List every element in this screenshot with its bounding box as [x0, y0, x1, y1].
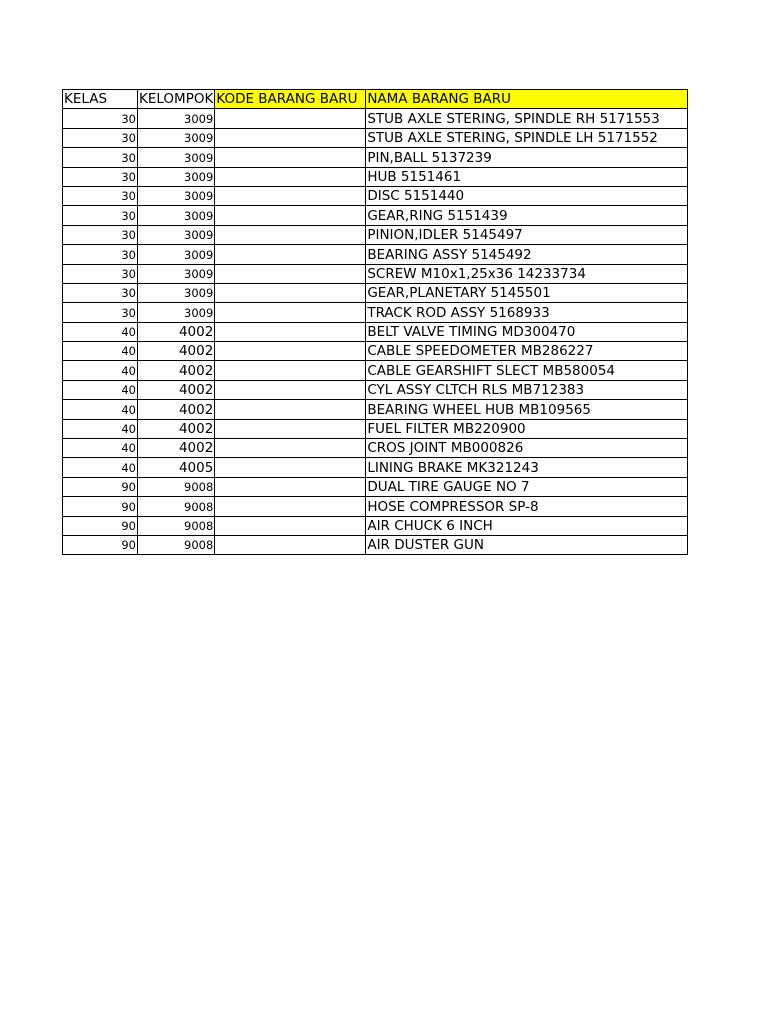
table-row [63, 186, 688, 205]
cell-nama-barang-baru[interactable]: BEARING ASSY 5145492 [366, 245, 688, 264]
cell-kode-barang-baru[interactable] [215, 264, 366, 283]
table-row [63, 128, 688, 147]
cell-kelompok[interactable]: 3009 [138, 303, 215, 322]
cell-kelompok[interactable]: 9008 [138, 535, 215, 554]
cell-kode-barang-baru[interactable] [215, 148, 366, 167]
cell-kelompok[interactable]: 3009 [138, 148, 215, 167]
cell-kelompok[interactable]: 3009 [138, 264, 215, 283]
cell-nama-barang-baru[interactable]: STUB AXLE STERING, SPINDLE RH 5171553 [366, 109, 688, 128]
cell-kelas[interactable]: 90 [63, 477, 138, 496]
cell-nama-barang-baru[interactable]: AIR DUSTER GUN [366, 535, 688, 554]
cell-kelompok[interactable]: 4005 [138, 458, 215, 477]
table-row [63, 245, 688, 264]
table-row [63, 419, 688, 438]
cell-kelas[interactable]: 40 [63, 439, 138, 458]
cell-kode-barang-baru[interactable] [215, 322, 366, 341]
cell-kelas[interactable]: 30 [63, 303, 138, 322]
cell-kelompok[interactable]: 4002 [138, 439, 215, 458]
cell-nama-barang-baru[interactable]: HOSE COMPRESSOR SP-8 [366, 497, 688, 516]
cell-nama-barang-baru[interactable]: CYL ASSY CLTCH RLS MB712383 [366, 380, 688, 399]
cell-kode-barang-baru[interactable] [215, 245, 366, 264]
cell-kelas[interactable]: 30 [63, 206, 138, 225]
cell-kelompok[interactable]: 4002 [138, 380, 215, 399]
cell-kelompok[interactable]: 3009 [138, 283, 215, 302]
cell-nama-barang-baru[interactable]: HUB 5151461 [366, 167, 688, 186]
header-kelompok[interactable]: KELOMPOK [139, 91, 214, 108]
table-row [63, 148, 688, 167]
cell-nama-barang-baru[interactable]: SCREW M10x1,25x36 14233734 [366, 264, 688, 283]
cell-kelas[interactable]: 40 [63, 458, 138, 477]
table-row [63, 535, 688, 554]
cell-kode-barang-baru[interactable] [215, 516, 366, 535]
cell-nama-barang-baru[interactable]: CABLE SPEEDOMETER MB286227 [366, 342, 688, 361]
table-row [63, 516, 688, 535]
cell-kelas[interactable]: 30 [63, 167, 138, 186]
table-row [63, 283, 688, 302]
cell-nama-barang-baru[interactable]: CROS JOINT MB000826 [366, 439, 688, 458]
table-row [63, 439, 688, 458]
cell-kelas[interactable]: 40 [63, 322, 138, 341]
cell-kelompok[interactable]: 3009 [138, 206, 215, 225]
cell-kelompok[interactable]: 3009 [138, 186, 215, 205]
cell-kelompok[interactable]: 4002 [138, 342, 215, 361]
cell-kelompok[interactable]: 4002 [138, 322, 215, 341]
cell-kelas[interactable]: 30 [63, 283, 138, 302]
table-row [63, 109, 688, 128]
cell-kelas[interactable]: 30 [63, 128, 138, 147]
cell-nama-barang-baru[interactable]: LINING BRAKE MK321243 [366, 458, 688, 477]
cell-kelas[interactable]: 90 [63, 497, 138, 516]
cell-kelas[interactable]: 30 [63, 264, 138, 283]
table-row [63, 225, 688, 244]
cell-kode-barang-baru[interactable] [215, 206, 366, 225]
cell-kelas[interactable]: 30 [63, 245, 138, 264]
cell-kode-barang-baru[interactable] [215, 109, 366, 128]
cell-nama-barang-baru[interactable]: STUB AXLE STERING, SPINDLE LH 5171552 [366, 128, 688, 147]
cell-kelompok[interactable]: 4002 [138, 400, 215, 419]
cell-kelompok[interactable]: 3009 [138, 225, 215, 244]
cell-kode-barang-baru[interactable] [215, 186, 366, 205]
header-row [63, 90, 688, 109]
cell-kelas[interactable]: 40 [63, 419, 138, 438]
cell-kode-barang-baru[interactable] [215, 477, 366, 496]
cell-kelas[interactable]: 30 [63, 109, 138, 128]
spreadsheet-table [62, 89, 688, 555]
cell-kode-barang-baru[interactable] [215, 361, 366, 380]
cell-kode-barang-baru[interactable] [215, 167, 366, 186]
table-row [63, 458, 688, 477]
cell-nama-barang-baru[interactable]: PIN,BALL 5137239 [366, 148, 688, 167]
table-row [63, 342, 688, 361]
cell-nama-barang-baru[interactable]: AIR CHUCK 6 INCH [366, 516, 688, 535]
cell-nama-barang-baru[interactable]: CABLE GEARSHIFT SLECT MB580054 [366, 361, 688, 380]
cell-nama-barang-baru[interactable]: TRACK ROD ASSY 5168933 [366, 303, 688, 322]
cell-kode-barang-baru[interactable] [215, 380, 366, 399]
table-row [63, 361, 688, 380]
table-row [63, 303, 688, 322]
cell-kelas[interactable]: 90 [63, 516, 138, 535]
cell-nama-barang-baru[interactable]: GEAR,RING 5151439 [366, 206, 688, 225]
cell-kelas[interactable]: 30 [63, 225, 138, 244]
cell-kelas[interactable]: 30 [63, 186, 138, 205]
cell-kelompok[interactable]: 9008 [138, 516, 215, 535]
cell-kelas[interactable]: 90 [63, 535, 138, 554]
cell-kelas[interactable]: 40 [63, 380, 138, 399]
cell-kelompok[interactable]: 3009 [138, 109, 215, 128]
cell-kelompok[interactable]: 3009 [138, 167, 215, 186]
cell-kode-barang-baru[interactable] [215, 419, 366, 438]
cell-kelompok[interactable]: 3009 [138, 128, 215, 147]
cell-kelompok[interactable]: 9008 [138, 477, 215, 496]
table-row [63, 380, 688, 399]
cell-kode-barang-baru[interactable] [215, 303, 366, 322]
table-row [63, 167, 688, 186]
cell-nama-barang-baru[interactable]: PINION,IDLER 5145497 [366, 225, 688, 244]
cell-kode-barang-baru[interactable] [215, 400, 366, 419]
cell-kelompok[interactable]: 3009 [138, 245, 215, 264]
cell-kode-barang-baru[interactable] [215, 439, 366, 458]
table-row [63, 322, 688, 341]
cell-kode-barang-baru[interactable] [215, 225, 366, 244]
cell-nama-barang-baru[interactable]: BELT VALVE TIMING MD300470 [366, 322, 688, 341]
cell-kelompok[interactable]: 4002 [138, 361, 215, 380]
table-row [63, 497, 688, 516]
cell-kelompok[interactable]: 4002 [138, 419, 215, 438]
cell-kode-barang-baru[interactable] [215, 128, 366, 147]
cell-kode-barang-baru[interactable] [215, 458, 366, 477]
table-row [63, 264, 688, 283]
cell-kelas[interactable]: 30 [63, 148, 138, 167]
cell-nama-barang-baru[interactable]: DISC 5151440 [366, 186, 688, 205]
header-nama-barang-baru[interactable]: NAMA BARANG BARU [366, 90, 688, 109]
cell-kelas[interactable]: 40 [63, 400, 138, 419]
table-row [63, 206, 688, 225]
cell-kode-barang-baru[interactable] [215, 342, 366, 361]
cell-kode-barang-baru[interactable] [215, 283, 366, 302]
cell-kelompok[interactable]: 9008 [138, 497, 215, 516]
header-kode-barang-baru[interactable]: KODE BARANG BARU [215, 90, 366, 109]
cell-kode-barang-baru[interactable] [215, 497, 366, 516]
header-kelas[interactable]: KELAS [63, 90, 138, 109]
table-row [63, 477, 688, 496]
cell-kode-barang-baru[interactable] [215, 535, 366, 554]
cell-nama-barang-baru[interactable]: GEAR,PLANETARY 5145501 [366, 283, 688, 302]
cell-kelas[interactable]: 40 [63, 342, 138, 361]
cell-kelas[interactable]: 40 [63, 361, 138, 380]
cell-nama-barang-baru[interactable]: BEARING WHEEL HUB MB109565 [366, 400, 688, 419]
cell-nama-barang-baru[interactable]: FUEL FILTER MB220900 [366, 419, 688, 438]
table-row [63, 400, 688, 419]
cell-nama-barang-baru[interactable]: DUAL TIRE GAUGE NO 7 [366, 477, 688, 496]
